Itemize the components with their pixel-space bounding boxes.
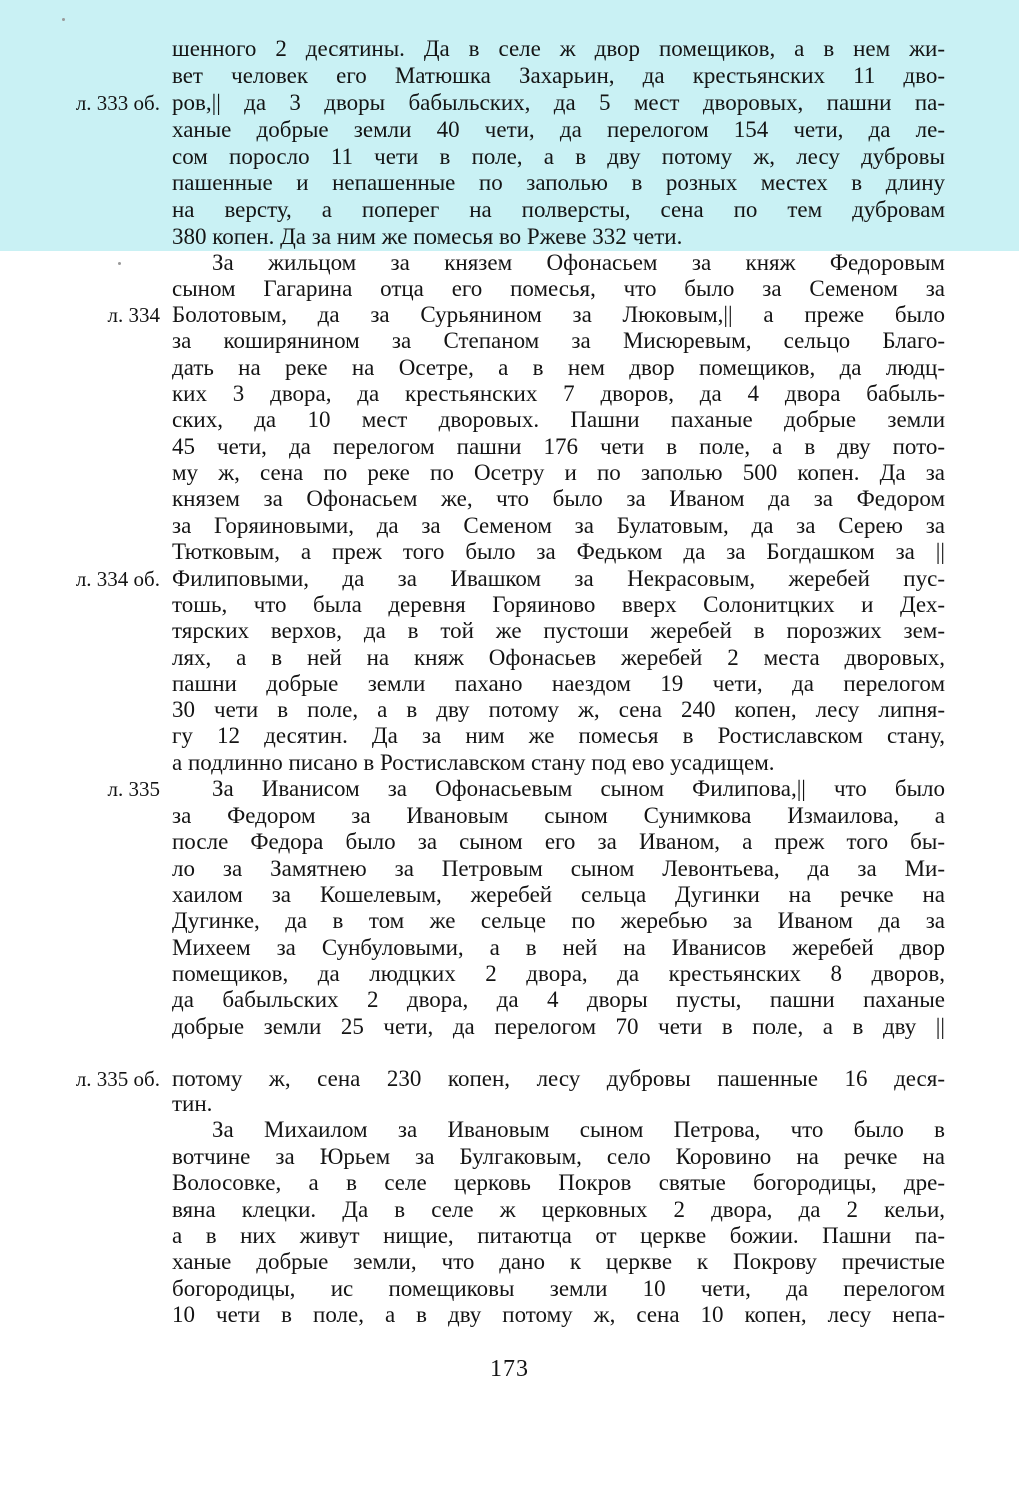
text-line: шенного 2 десятины. Да в селе ж двор помещиков, а в нем жи- xyxy=(172,36,945,61)
text-line: 380 копен. Да за ним же помесья во Ржеве 332 чети. xyxy=(172,224,683,249)
text-line: му ж, сена по реке по Осетру и по заполью 500 копен. Да за xyxy=(172,460,945,485)
text-line: сыном Гагарина отца его помесья, что было за Семеном за xyxy=(172,276,945,301)
text-line: тошь, что была деревня Горяиново вверх Солонитцких и Дех- xyxy=(172,592,945,617)
text-line: вет человек его Матюшка Захарьин, да крестьянских 11 дво- xyxy=(172,63,945,88)
text-line: За Михаилом за Ивановым сыном Петрова, что было в xyxy=(212,1117,945,1142)
text-line: Болотовым, да за Сурьянином за Люковым,|| а преже было xyxy=(172,302,945,327)
margin-note: л. 334 об. xyxy=(75,567,160,591)
text-line: ких 3 двора, да крестьянских 7 дворов, да 4 двора бабыль- xyxy=(172,381,945,406)
margin-note: л. 333 об. xyxy=(75,91,160,115)
text-line: сом поросло 11 чети в поле, а в дву потому ж, лесу дубровы xyxy=(172,144,945,169)
text-line: За Иванисом за Офонасьевым сыном Филипова,|| что было xyxy=(212,776,945,801)
text-line: тин. xyxy=(172,1091,213,1116)
text-line: 45 чети, да перелогом пашни 176 чети в поле, а в дву пото- xyxy=(172,434,945,459)
margin-note: л. 335 об. xyxy=(75,1067,160,1091)
text-line: хаилом за Кошелевым, жеребей сельца Дугинки на речке на xyxy=(172,882,945,907)
text-line: ханые добрые земли, что дано к церкве к Покрову пречистые xyxy=(172,1249,945,1274)
text-line: 30 чети в поле, а в дву потому ж, сена 240 копен, лесу липня- xyxy=(172,697,945,722)
text-line: ло за Замятнею за Петровым сыном Левонтьева, да за Ми- xyxy=(172,856,945,881)
text-line: пашенные и непашенные по заполью в розных местех в длину xyxy=(172,170,945,195)
text-line: Волосовке, а в селе церковь Покров святые богородицы, дре- xyxy=(172,1170,945,1195)
text-line: Дугинке, да в том же сельце по жеребью за Иваном да за xyxy=(172,908,945,933)
text-line: после Федора было за сыном его за Иваном, а преж того бы- xyxy=(172,829,945,854)
text-line: за Горяиновыми, да за Семеном за Булатовым, да за Серею за xyxy=(172,513,945,538)
text-line: князем за Офонасьем же, что было за Иваном да за Федором xyxy=(172,486,945,511)
text-line: ханые добрые земли 40 чети, да перелогом 154 чети, да ле- xyxy=(172,117,945,142)
text-line: За жильцом за князем Офонасьем за княж Федоровым xyxy=(212,250,945,275)
text-line: на версту, а поперег на полверсты, сена по тем дубровам xyxy=(172,197,945,222)
text-line: Тютковым, а преж того было за Федьком да за Богдашком за || xyxy=(172,539,945,564)
text-line: добрые земли 25 чети, да перелогом 70 чети в поле, а в дву || xyxy=(172,1014,945,1039)
scan-speck xyxy=(62,18,65,21)
text-line: ских, да 10 мест дворовых. Пашни паханые добрые земли xyxy=(172,407,945,432)
margin-note: л. 335 xyxy=(107,777,160,801)
text-line: лях, а в ней на княж Офонасьев жеребей 2 места дворовых, xyxy=(172,645,945,670)
text-line: ров,|| да 3 дворы бабыльских, да 5 мест дворовых, пашни па- xyxy=(172,90,945,115)
text-line: пашни добрые земли пахано наездом 19 чети, да перелогом xyxy=(172,671,945,696)
text-line: а в них живут нищие, питаютца от церкве божии. Пашни па- xyxy=(172,1223,945,1248)
text-line: а подлинно писано в Ростиславском стану под ево усадищем. xyxy=(172,750,775,775)
text-line: вяна клецки. Да в селе ж церковных 2 двора, да 2 кельи, xyxy=(172,1197,945,1222)
text-line: богородицы, ис помещиковы земли 10 чети, да перелогом xyxy=(172,1276,945,1301)
text-line: потому ж, сена 230 копен, лесу дубровы пашенные 16 деся- xyxy=(172,1066,945,1091)
text-line: за Федором за Ивановым сыном Сунимкова Измаилова, а xyxy=(172,803,945,828)
text-line: за коширянином за Степаном за Мисюревым, сельцо Благо- xyxy=(172,328,945,353)
margin-note: л. 334 xyxy=(107,303,160,327)
text-line: Михеем за Сунбуловыми, а в ней на Иванисов жеребей двор xyxy=(172,935,945,960)
text-line: тярских верхов, да в той же пустоши жеребей в порозжих зем- xyxy=(172,618,945,643)
text-line: 10 чети в поле, а в дву потому ж, сена 10 копен, лесу непа- xyxy=(172,1302,945,1327)
page-number: 173 xyxy=(490,1356,529,1382)
text-line: Филиповыми, да за Ивашком за Некрасовым, жеребей пус- xyxy=(172,566,945,591)
text-line: да бабыльских 2 двора, да 4 дворы пусты, пашни паханые xyxy=(172,987,945,1012)
text-line: дать на реке на Осетре, а в нем двор помещиков, да людц- xyxy=(172,355,945,380)
text-line: гу 12 десятин. Да за ним же помесья в Ростиславском стану, xyxy=(172,723,945,748)
text-line: вотчине за Юрьем за Булгаковым, село Коровино на речке на xyxy=(172,1144,945,1169)
text-line: помещиков, да людцких 2 двора, да крестьянских 8 дворов, xyxy=(172,961,945,986)
scan-speck xyxy=(118,262,121,265)
